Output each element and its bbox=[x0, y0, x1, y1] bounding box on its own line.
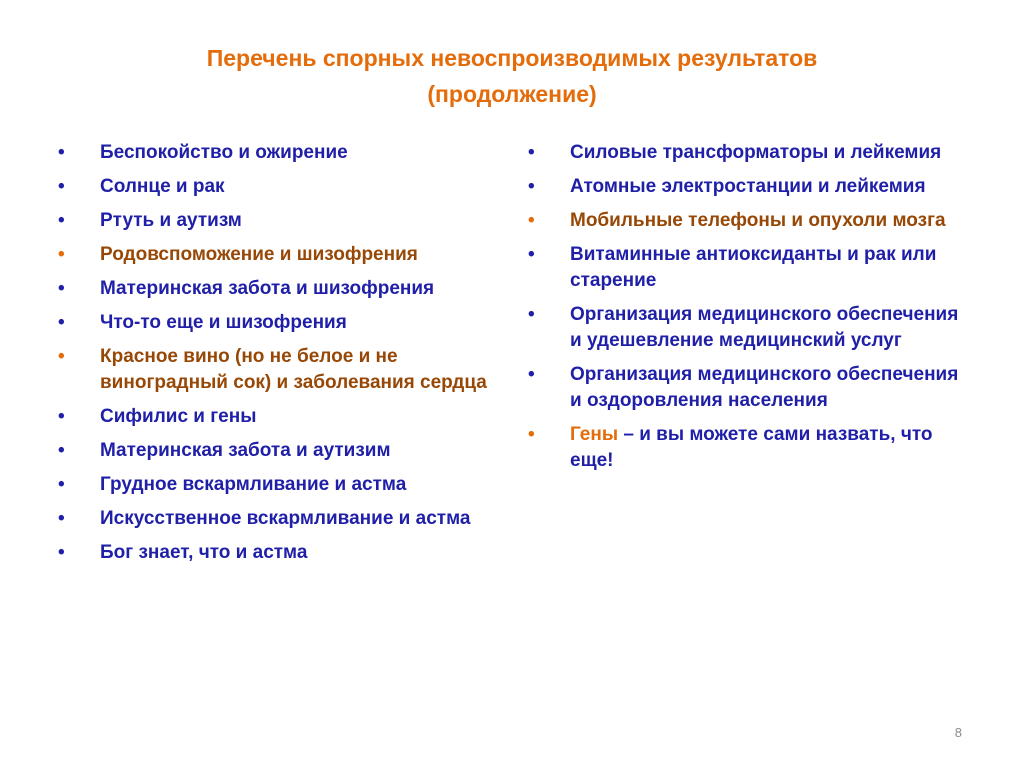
list-item-text: Что-то еще и шизофрения bbox=[100, 312, 347, 333]
bullet-icon: • bbox=[528, 304, 535, 325]
bullet-icon: • bbox=[58, 346, 65, 367]
bullet-icon: • bbox=[58, 440, 65, 461]
list-item bbox=[528, 208, 968, 234]
list-item bbox=[528, 422, 968, 474]
list-item-text: Сифилис и гены bbox=[100, 406, 257, 427]
list-item bbox=[58, 208, 498, 234]
list-item bbox=[58, 174, 498, 200]
right-bullet-list bbox=[528, 140, 968, 482]
list-item bbox=[58, 404, 498, 430]
bullet-icon: • bbox=[528, 142, 535, 163]
list-item-text: Организация медицинского обеспечения и оздоровления населения bbox=[570, 364, 959, 411]
list-item-text: Материнская забота и шизофрения bbox=[100, 278, 435, 299]
bullet-icon: • bbox=[58, 406, 65, 427]
bullet-icon: • bbox=[58, 278, 65, 299]
bullet-icon: • bbox=[58, 210, 65, 231]
list-item-text: Ртуть и аутизм bbox=[100, 210, 242, 231]
list-item bbox=[58, 506, 498, 532]
list-item bbox=[528, 242, 968, 294]
list-item bbox=[58, 540, 498, 566]
list-item bbox=[58, 140, 498, 166]
list-item-text: Мобильные телефоны и опухоли мозга bbox=[570, 210, 946, 231]
bullet-icon: • bbox=[58, 508, 65, 529]
title-line-2: (продолжение) bbox=[427, 81, 597, 107]
list-item-text: Искусственное вскармливание и астма bbox=[100, 508, 471, 529]
list-item bbox=[528, 140, 968, 166]
list-item bbox=[58, 438, 498, 464]
list-item-text: Родовспоможение и шизофрения bbox=[100, 244, 418, 265]
bullet-icon: • bbox=[58, 142, 65, 163]
list-item bbox=[58, 242, 498, 268]
bullet-icon: • bbox=[528, 176, 535, 197]
bullet-icon: • bbox=[528, 210, 535, 231]
list-item-text: Грудное вскармливание и астма bbox=[100, 474, 407, 495]
list-item bbox=[58, 276, 498, 302]
bullet-icon: • bbox=[528, 364, 535, 385]
list-item-text: Атомные электростанции и лейкемия bbox=[570, 176, 926, 197]
list-item bbox=[58, 344, 498, 396]
bullet-icon: • bbox=[528, 424, 535, 445]
list-item bbox=[58, 472, 498, 498]
list-item-text: Организация медицинского обеспечения и удешевление медицинский услуг bbox=[570, 304, 959, 351]
left-bullet-list bbox=[58, 140, 498, 574]
list-item bbox=[58, 310, 498, 336]
list-item bbox=[528, 362, 968, 414]
list-item-text: Солнце и рак bbox=[100, 176, 225, 197]
list-item-text: – и вы можете сами назвать, что еще! bbox=[570, 424, 933, 471]
list-item-text: Силовые трансформаторы и лейкемия bbox=[570, 142, 942, 163]
bullet-icon: • bbox=[58, 176, 65, 197]
bullet-icon: • bbox=[58, 312, 65, 333]
bullet-icon: • bbox=[58, 542, 65, 563]
list-item-text: Бог знает, что и астма bbox=[100, 542, 308, 563]
page-number: 8 bbox=[954, 725, 962, 740]
bullet-icon: • bbox=[58, 244, 65, 265]
bullet-icon: • bbox=[58, 474, 65, 495]
list-item bbox=[528, 302, 968, 354]
title-line-1: Перечень спорных невоспроизводимых результатов bbox=[206, 45, 818, 71]
list-item bbox=[528, 174, 968, 200]
list-item-text: Материнская забота и аутизим bbox=[100, 440, 391, 461]
list-item-text-highlight: Гены bbox=[570, 424, 619, 445]
list-item-text: Витаминные антиоксиданты и рак или старение bbox=[570, 244, 937, 291]
slide-title bbox=[100, 40, 924, 112]
list-item-text: Красное вино (но не белое и не виноградный сок) и заболевания сердца bbox=[100, 346, 487, 393]
bullet-icon: • bbox=[528, 244, 535, 265]
list-item-text: Беспокойство и ожирение bbox=[100, 142, 348, 163]
